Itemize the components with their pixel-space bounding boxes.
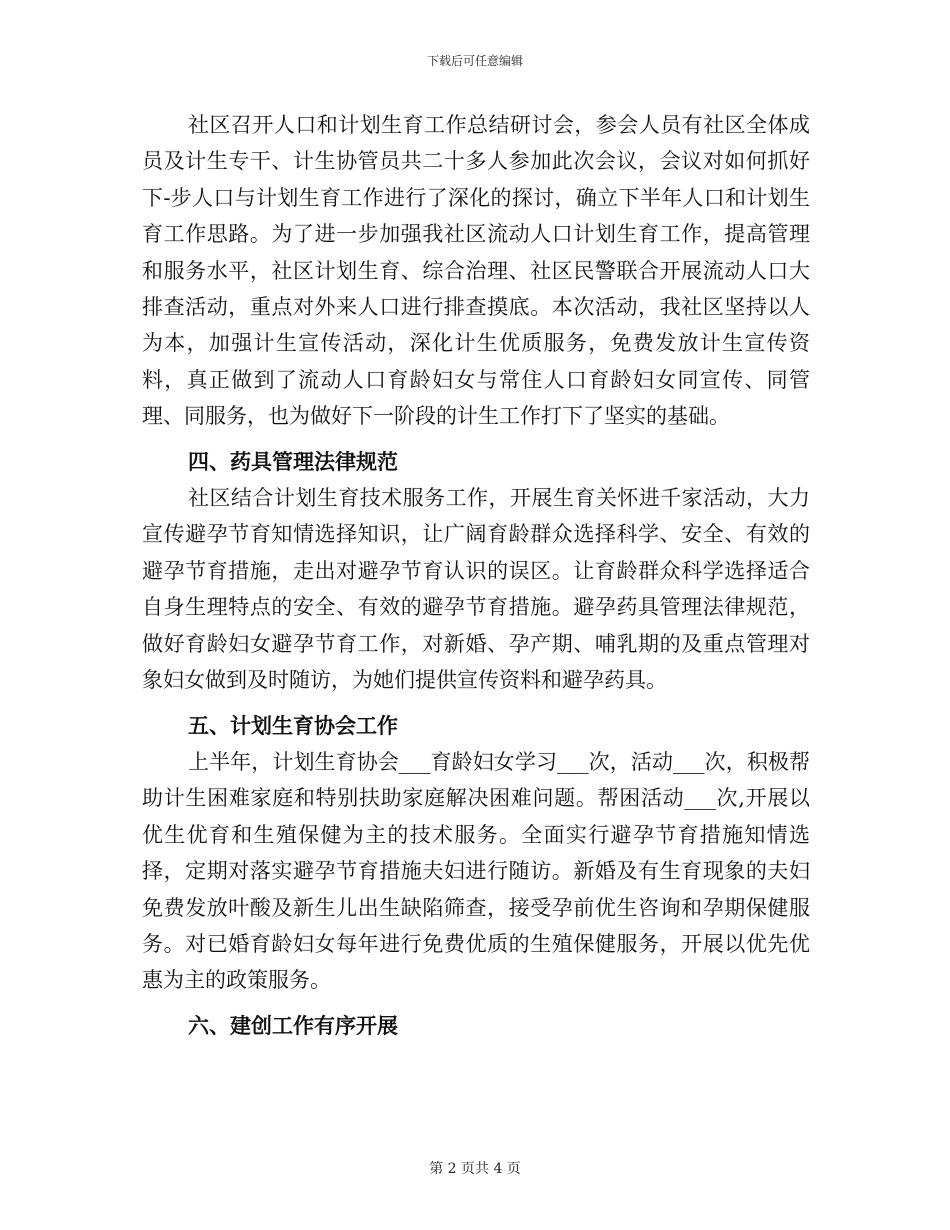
body-paragraph-3: 上半年，计划生育协会___育龄妇女学习___次，活动___次，积极帮助计生困难家庭和特别扶助家庭解决困难问题。帮困活动___次,开展以优生优育和生殖保健为主的技术服务。全面实行避孕节育措施知情选择，定期对落实避孕节育措施夫妇进行随访。新婚及有生育现象的夫妇免费发放叶酸及新生儿出生缺陷筛查，接受孕前优生咨询和孕期保健服务。对已婚育龄妇女每年进行免费优质的生殖保健服务，开展以优先优惠为主的政策服务。 (142, 749, 810, 993)
body-paragraph-2: 社区结合计划生育技术服务工作，开展生育关怀进千家活动，大力宣传避孕节育知情选择知识，让广阔育龄群众选择科学、安全、有效的避孕节育措施，走出对避孕节育认识的误区。让育龄群众科学选择适合自身生理特点的安全、有效的避孕节育措施。避孕药具管理法律规范，做好育龄妇女避孕节育工作，对新婚、孕产期、哺乳期的及重点管理对象妇女做到及时随访，为她们提供宣传资料和避孕药具。 (142, 486, 810, 693)
section-heading-4: 四、药具管理法律规范 (188, 448, 398, 474)
section-heading-6: 六、建创工作有序开展 (188, 1012, 398, 1038)
section-heading-5: 五、计划生育协会工作 (188, 712, 398, 738)
page-header: 下载后可任意编辑 (426, 54, 523, 68)
body-paragraph-1: 社区召开人口和计划生育工作总结研讨会，参会人员有社区全体成员及计生专干、计生协管员共二十多人参加此次会议，会议对如何抓好下-步人口与计划生育工作进行了深化的探讨，确立下半年人口和计划生育工作思路。为了进一步加强我社区流动人口计划生育工作，提高管理和服务水平，社区计划生育、综合治理、社区民警联合开展流动人口大排查活动，重点对外来人口进行排查摸底。本次活动，我社区坚持以人为本，加强计生宣传活动，深化计生优质服务，免费发放计生宣传资料，真正做到了流动人口育龄妇女与常住人口育龄妇女同宣传、同管理、同服务，也为做好下一阶段的计生工作打下了坚实的基础。 (142, 113, 810, 429)
page-footer: 第 2 页共 4 页 (429, 1161, 521, 1177)
document-body (142, 107, 810, 1044)
